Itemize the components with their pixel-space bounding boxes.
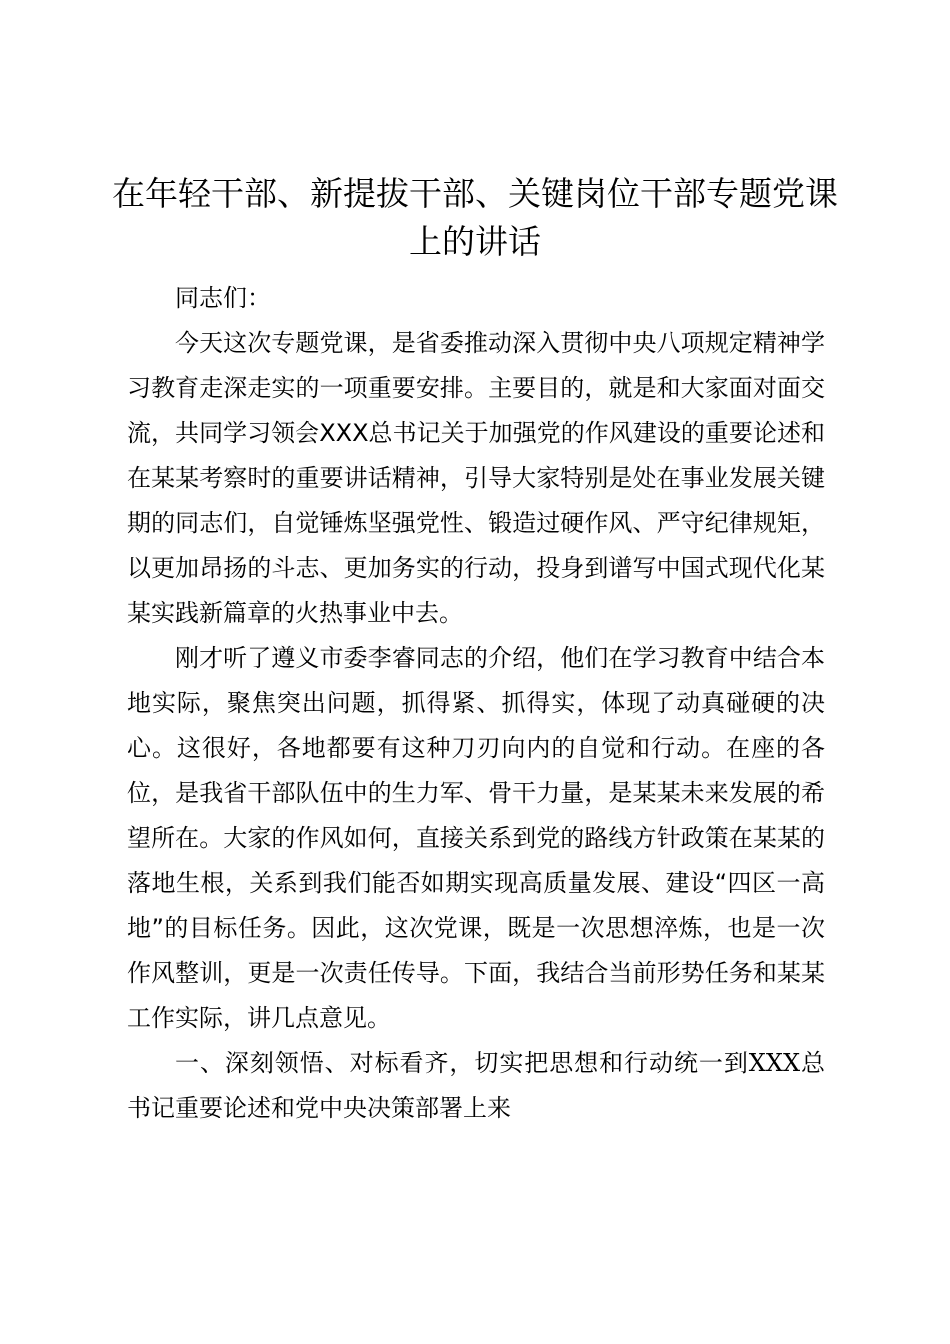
paragraph-intro: 今天这次专题党课，是省委推动深入贯彻中央八项规定精神学习教育走深走实的一项重要安排。主要目的，就是和大家面对面交流，共同学习领会XXX总书记关于加强党的作风建设的重要论述和在某某考察时的重要讲话精神，引导大家特别是处在事业发展关键期的同志们，自觉锤炼坚强党性、锻造过硬作风、严守纪律规矩，以更加昂扬的斗志、更加务实的行动，投身到谱写中国式现代化某某实践新篇章的火热事业中去。 [127,329,825,627]
paragraph-context: 刚才听了遵义市委李睿同志的介绍，他们在学习教育中结合本地实际，聚焦突出问题，抓得紧、抓得实，体现了动真碰硬的决心。这很好，各地都要有这种刀刃向内的自觉和行动。在座的各位，是我省干部队伍中的生力军、骨干力量，是某某未来发展的希望所在。大家的作风如何，直接关系到党的路线方针政策在某某的落地生根，关系到我们能否如期实现高质量发展、建设“四区一高地”的目标任务。因此，这次党课，既是一次思想淬炼，也是一次作风整训，更是一次责任传导。下面，我结合当前形势任务和某某工作实际，讲几点意见。 [127,644,825,1032]
document-body [127,276,825,1131]
document-title: 在年轻干部、新提拔干部、关键岗位干部专题党课上的讲话 [112,174,838,261]
section-heading-1: 一、深刻领悟、对标看齐，切实把思想和行动统一到XXX总书记重要论述和党中央决策部署上来 [127,1049,825,1122]
salutation: 同志们： [175,284,271,312]
